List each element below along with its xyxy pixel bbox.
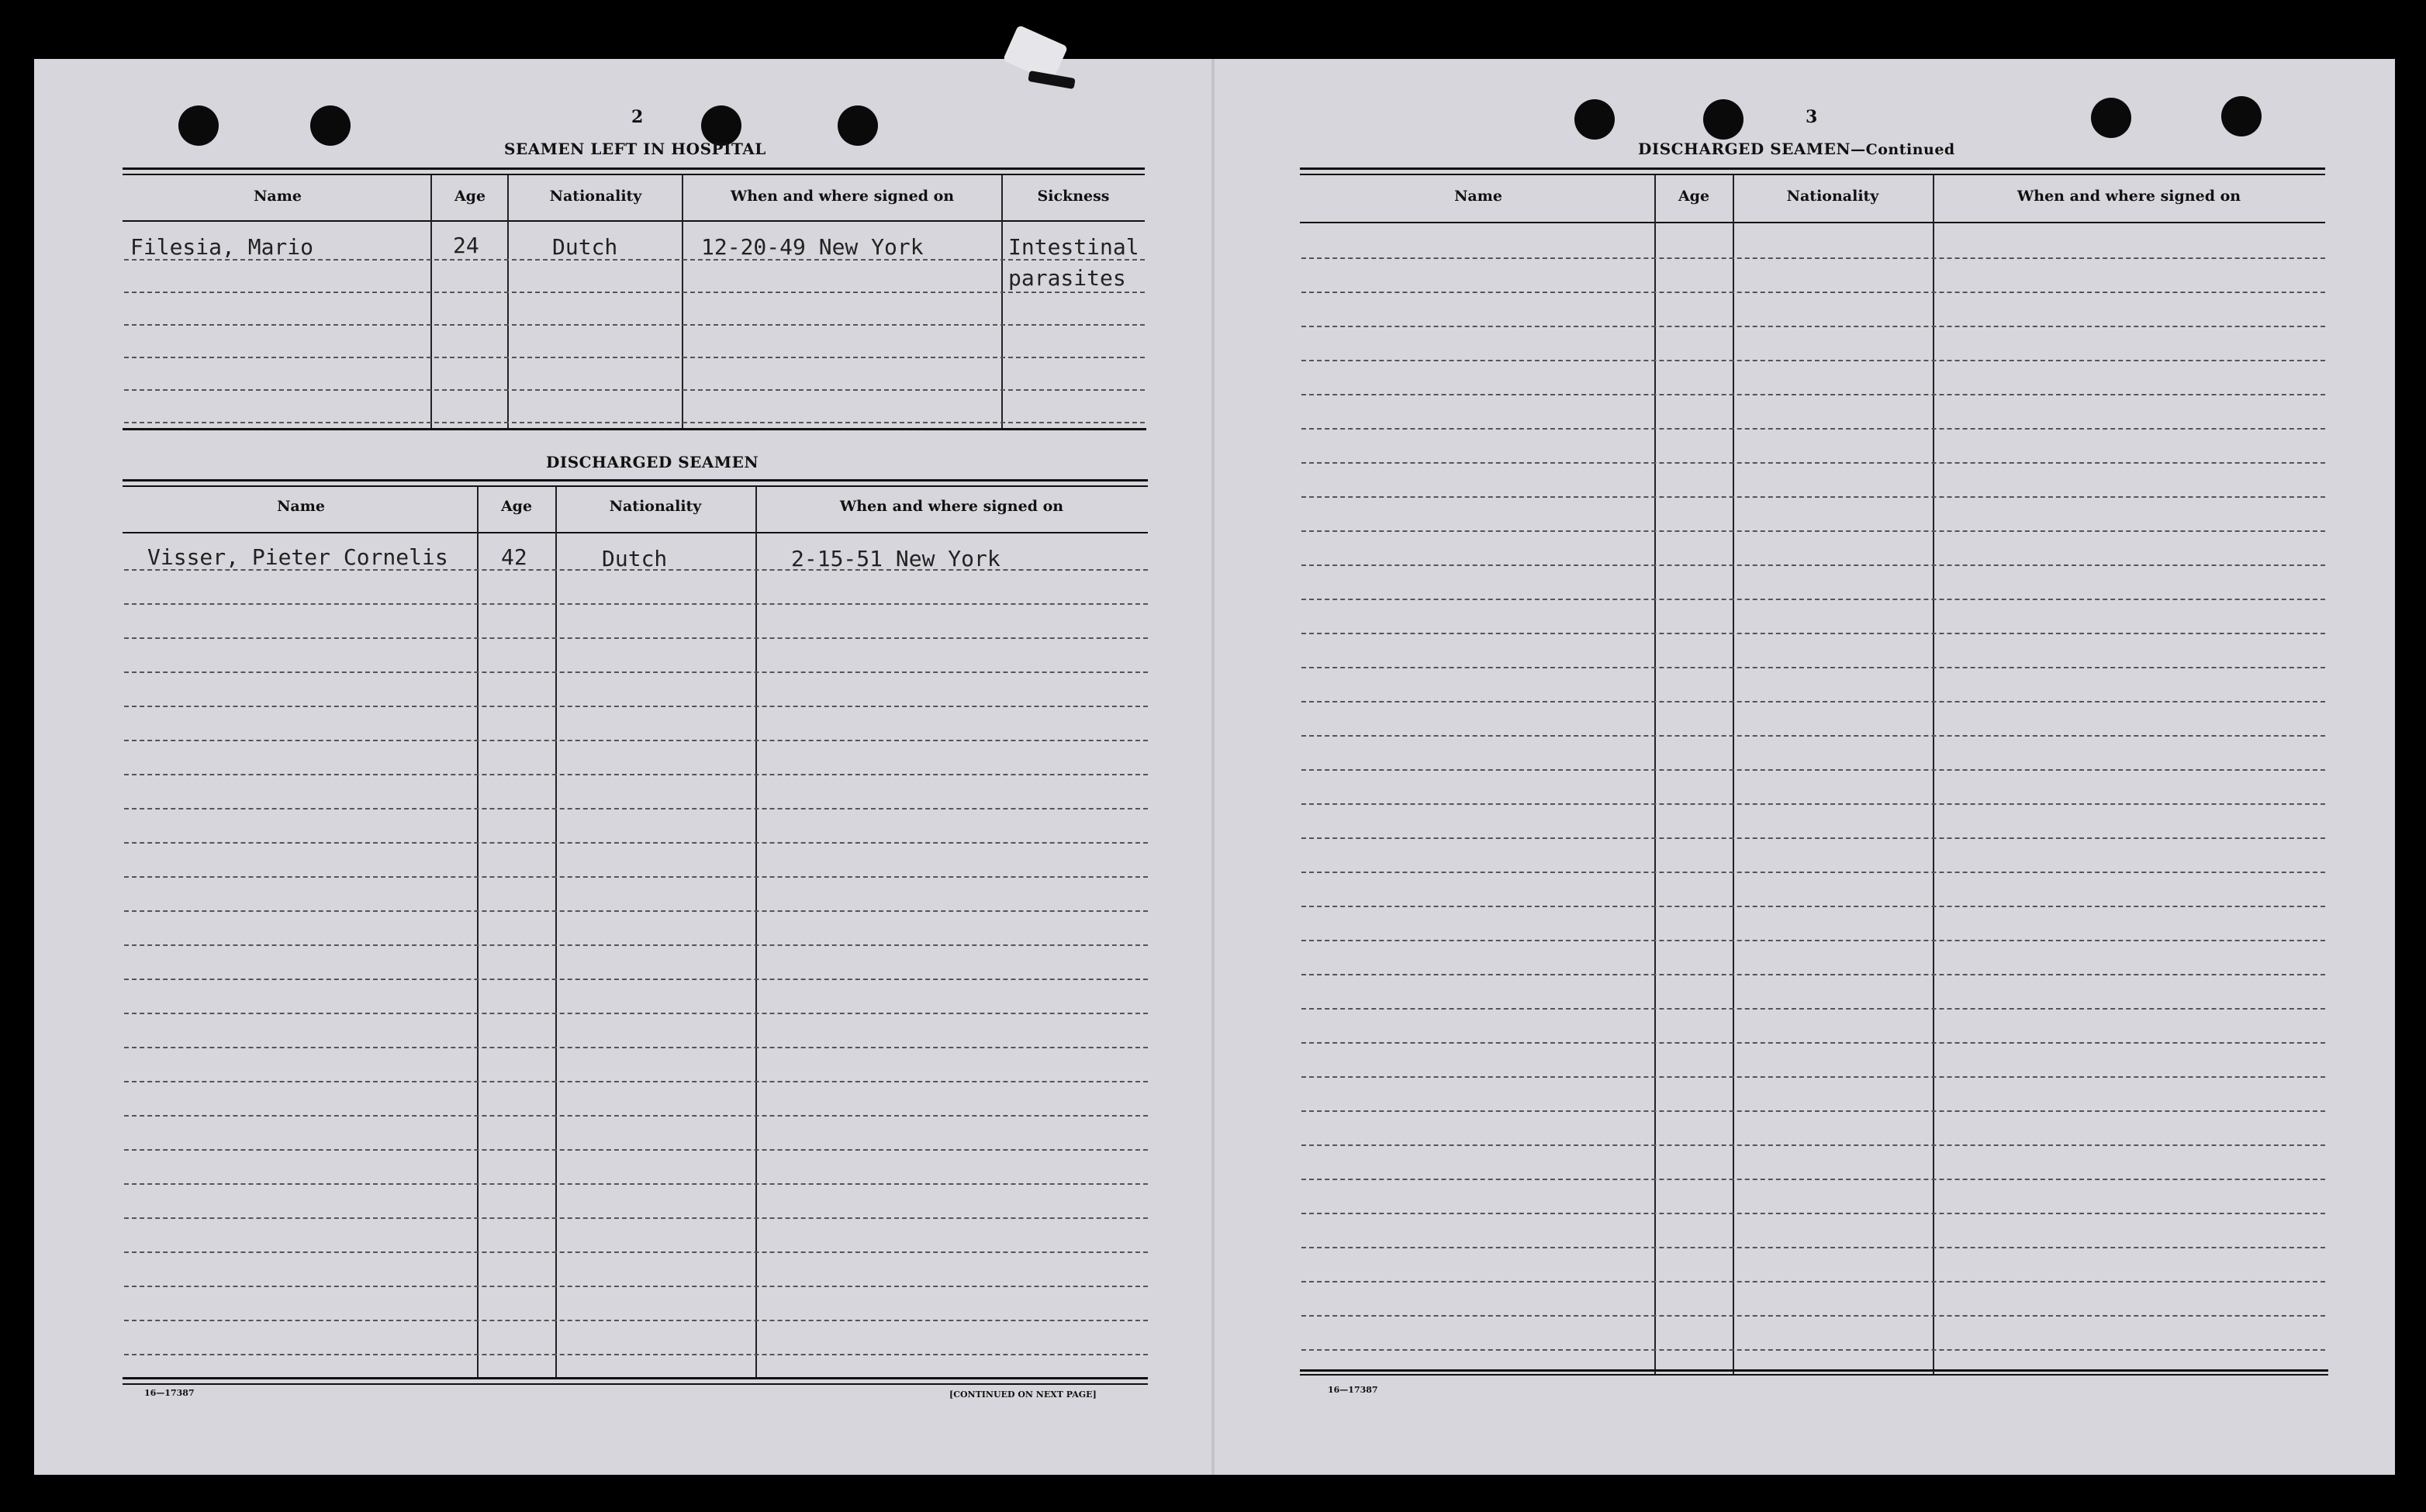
col-header-name: Name <box>277 498 325 515</box>
row-rule <box>124 324 1145 326</box>
row-rule <box>1301 1315 2325 1317</box>
rule <box>1300 174 2325 175</box>
row-rule <box>1301 292 2325 293</box>
discharged-section-title: DISCHARGED SEAMEN <box>546 453 759 471</box>
cell-name: Visser, Pieter Cornelis <box>147 544 448 570</box>
row-rule <box>124 1320 1148 1321</box>
row-rule <box>1301 1213 2325 1214</box>
punch-hole <box>310 105 351 146</box>
row-rule <box>1301 496 2325 498</box>
form-number-left: 16—17387 <box>144 1388 195 1398</box>
cell-sickness: Intestinal <box>1008 234 1139 260</box>
rule <box>123 174 1145 175</box>
row-rule <box>124 292 1145 293</box>
section-rule <box>123 428 1146 430</box>
row-rule <box>124 671 1148 673</box>
punch-hole <box>1574 99 1615 140</box>
row-rule <box>1301 906 2325 907</box>
row-rule <box>1301 974 2325 975</box>
rule <box>123 167 1145 170</box>
col-divider <box>555 487 557 1379</box>
title-continued: —Continued <box>1851 141 1955 158</box>
col-divider <box>1733 175 1734 1374</box>
cell-name: Filesia, Mario <box>130 234 314 260</box>
form-number-right: 16—17387 <box>1328 1385 1378 1395</box>
row-rule <box>1301 1179 2325 1180</box>
row-rule <box>1301 428 2325 430</box>
document-sheet <box>34 59 2395 1475</box>
cell-signed: 2-15-51 New York <box>791 546 1000 571</box>
cell-nationality: Dutch <box>602 546 668 571</box>
bottom-rule <box>1300 1369 2328 1372</box>
rule <box>1300 167 2325 170</box>
row-rule <box>1301 1281 2325 1282</box>
bottom-rule <box>1300 1374 2328 1376</box>
col-header-age: Age <box>500 498 533 515</box>
col-header-sickness: Sickness <box>1037 188 1110 205</box>
row-rule <box>124 1251 1148 1253</box>
hospital-section-title: SEAMEN LEFT IN HOSPITAL <box>504 140 766 158</box>
punch-hole <box>2091 98 2131 138</box>
page-number-right: 3 <box>1806 107 1818 127</box>
punch-hole <box>2221 96 2262 136</box>
row-rule <box>124 1183 1148 1185</box>
row-rule <box>1301 1349 2325 1351</box>
row-rule <box>124 979 1148 980</box>
continued-note: [CONTINUED ON NEXT PAGE] <box>949 1389 1097 1400</box>
punch-hole <box>838 105 878 146</box>
row-rule <box>1301 1008 2325 1010</box>
header-rule <box>1300 222 2325 223</box>
row-rule <box>124 842 1148 844</box>
row-rule <box>1301 803 2325 805</box>
col-divider <box>477 487 479 1379</box>
col-header-name: Name <box>1454 188 1502 205</box>
row-rule <box>124 1354 1148 1355</box>
row-rule <box>1301 667 2325 668</box>
cell-age: 24 <box>453 233 479 258</box>
page-fold <box>1211 59 1215 1475</box>
row-rule <box>124 357 1145 358</box>
row-rule <box>1301 462 2325 464</box>
col-header-nationality: Nationality <box>609 498 702 515</box>
punch-hole <box>1703 99 1743 140</box>
row-rule <box>124 808 1148 810</box>
col-divider <box>1654 175 1656 1374</box>
col-header-signed: When and where signed on <box>839 498 1064 515</box>
rule <box>123 485 1148 487</box>
row-rule <box>1301 837 2325 839</box>
row-rule <box>1301 1076 2325 1078</box>
row-rule <box>124 1217 1148 1219</box>
bottom-rule <box>123 1377 1148 1379</box>
row-rule <box>124 1149 1148 1151</box>
cell-sickness: parasites <box>1008 265 1126 291</box>
col-header-name: Name <box>254 188 302 205</box>
col-header-signed: When and where signed on <box>2016 188 2241 205</box>
row-rule <box>124 637 1148 639</box>
bottom-rule <box>123 1383 1148 1385</box>
row-rule <box>1301 564 2325 566</box>
discharged-continued-title <box>1638 140 1955 158</box>
row-rule <box>1301 326 2325 327</box>
row-rule <box>1301 940 2325 941</box>
row-rule <box>124 422 1145 423</box>
col-header-signed: When and where signed on <box>730 188 955 205</box>
col-divider <box>755 487 757 1379</box>
row-rule <box>1301 1042 2325 1044</box>
col-divider <box>1933 175 1934 1374</box>
row-rule <box>1301 360 2325 361</box>
row-rule <box>124 876 1148 878</box>
cell-signed: 12-20-49 New York <box>701 234 924 260</box>
row-rule <box>124 706 1148 707</box>
col-header-nationality: Nationality <box>1786 188 1879 205</box>
row-rule <box>1301 735 2325 737</box>
row-rule <box>124 569 1148 571</box>
rule <box>123 479 1148 482</box>
row-rule <box>1301 394 2325 395</box>
header-rule <box>123 220 1145 222</box>
row-rule <box>1301 530 2325 532</box>
row-rule <box>1301 769 2325 771</box>
row-rule <box>1301 599 2325 600</box>
col-header-nationality: Nationality <box>549 188 642 205</box>
row-rule <box>124 259 1145 261</box>
row-rule <box>1301 701 2325 702</box>
row-rule <box>124 603 1148 605</box>
row-rule <box>1301 872 2325 873</box>
row-rule <box>1301 633 2325 634</box>
row-rule <box>124 1081 1148 1082</box>
row-rule <box>124 1013 1148 1014</box>
title-main: DISCHARGED SEAMEN <box>1638 140 1851 158</box>
col-header-age: Age <box>1678 188 1710 205</box>
row-rule <box>1301 1247 2325 1248</box>
col-header-age: Age <box>454 188 486 205</box>
row-rule <box>124 774 1148 775</box>
row-rule <box>1301 1110 2325 1112</box>
cell-nationality: Dutch <box>552 234 618 260</box>
row-rule <box>1301 1144 2325 1146</box>
row-rule <box>124 740 1148 741</box>
row-rule <box>124 1047 1148 1048</box>
row-rule <box>124 1286 1148 1287</box>
row-rule <box>124 910 1148 912</box>
row-rule <box>124 1115 1148 1117</box>
header-rule <box>123 532 1148 533</box>
cell-age: 42 <box>501 544 527 570</box>
row-rule <box>124 389 1145 391</box>
punch-hole <box>178 105 219 146</box>
row-rule <box>1301 257 2325 259</box>
row-rule <box>124 944 1148 946</box>
page-number-left: 2 <box>631 107 644 127</box>
